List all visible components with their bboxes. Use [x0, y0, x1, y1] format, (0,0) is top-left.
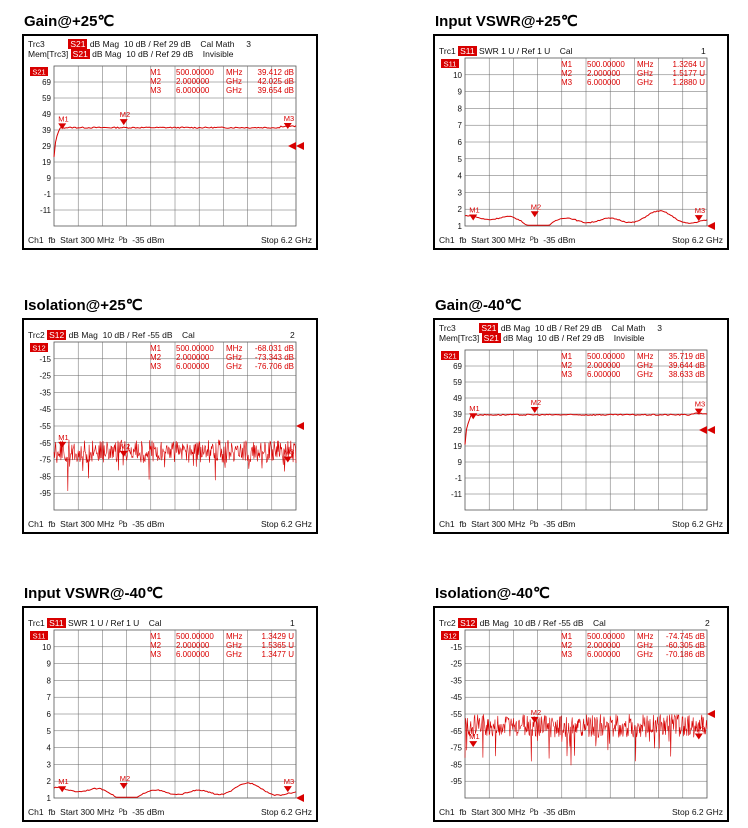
panel-title: Isolation@+25℃	[24, 297, 143, 314]
marker-table	[561, 632, 705, 659]
axis-trace-tag: S12	[443, 631, 457, 641]
marker-value: 35.719 dB	[668, 352, 705, 361]
ref-level-arrow	[707, 426, 715, 434]
marker-label: M3	[694, 399, 706, 409]
marker-unit: MHz	[637, 352, 654, 361]
marker-value: -76.706 dB	[254, 362, 294, 371]
marker-label: M3	[283, 777, 295, 787]
axis-trace-tag: S21	[32, 67, 46, 77]
pb-label: ᴾb	[530, 519, 539, 529]
marker-name: M3	[150, 362, 162, 371]
power-level: -35 dBm	[543, 235, 576, 245]
stop-freq: Stop 6.2 GHz	[260, 807, 312, 817]
channel-label: Ch1	[28, 235, 44, 245]
y-tick-label: 59	[453, 378, 462, 387]
y-tick-label: 3	[457, 188, 462, 198]
analyzer-screen	[22, 318, 318, 534]
y-tick-label: 8	[457, 104, 462, 114]
chart-panel-isolation-25	[22, 296, 342, 536]
ref-level-arrow-2	[699, 426, 707, 434]
stop-freq: Stop 6.2 GHz	[671, 807, 723, 817]
y-tick-label: -85	[450, 760, 462, 770]
marker-name: M1	[150, 632, 162, 641]
marker-unit: GHz	[226, 641, 242, 650]
marker-name: M3	[561, 78, 573, 87]
ref-level-arrow	[707, 710, 715, 718]
y-tick-label: 6	[457, 138, 462, 147]
marker-unit: MHz	[226, 68, 243, 77]
marker-value: -60.305 dB	[665, 641, 705, 650]
trace-ref: Ref 1 U	[110, 618, 140, 628]
stop-freq: Stop 6.2 GHz	[260, 235, 312, 245]
marker-unit: GHz	[226, 650, 242, 659]
marker-freq: 500.00000	[176, 68, 214, 77]
y-tick-label: 49	[42, 110, 51, 119]
plot-svg	[435, 608, 727, 820]
axis-trace-tag: S11	[443, 59, 457, 69]
start-freq: Start 300 MHz	[60, 519, 115, 529]
marker-freq: 2.000000	[587, 641, 621, 650]
trace-number: 3	[246, 39, 252, 49]
trace-scale: 10 dB /	[102, 330, 130, 340]
axis-trace-tag: S11	[32, 631, 46, 641]
pb-label: ᴾb	[119, 807, 128, 817]
marker-label: M3	[283, 447, 295, 457]
trace-scale: 10 dB /	[513, 618, 541, 628]
marker-freq: 2.000000	[176, 353, 210, 362]
marker-triangle	[695, 734, 703, 740]
marker-freq: 6.000000	[587, 78, 621, 87]
marker-label: M1	[58, 432, 69, 442]
marker-name: M2	[150, 77, 162, 86]
fb-label: fb	[459, 519, 467, 529]
stop-freq: Stop 6.2 GHz	[260, 519, 312, 529]
invisible-label: Invisible	[202, 49, 234, 59]
fb-label: fb	[48, 807, 56, 817]
marker-unit: MHz	[637, 60, 654, 69]
y-tick-label: -1	[43, 190, 51, 199]
y-tick-label: -45	[39, 405, 51, 415]
marker-name: M1	[150, 68, 162, 77]
marker-value: -68.031 dB	[254, 344, 294, 353]
analyzer-screen	[433, 606, 729, 822]
cal-label: Cal	[611, 323, 625, 333]
fb-label: fb	[48, 235, 56, 245]
marker-label: M2	[530, 397, 542, 407]
footer	[28, 235, 312, 245]
mem-trace-format: dB Mag	[92, 49, 122, 59]
mem-trace-tag[interactable]: S21	[72, 49, 88, 59]
marker-value: 1.2880 U	[672, 78, 705, 87]
axis-trace-tag: S21	[443, 351, 457, 361]
marker-freq: 6.000000	[587, 370, 621, 379]
trace-format: dB Mag	[479, 618, 509, 628]
marker-freq: 2.000000	[587, 69, 621, 78]
analyzer-screen	[433, 34, 729, 250]
trace-number: 2	[290, 330, 295, 340]
chart-panel-gain-25	[22, 12, 342, 252]
marker-freq: 6.000000	[176, 86, 210, 95]
marker-label: M3	[694, 206, 706, 216]
marker-label: M3	[694, 724, 706, 734]
plot-svg	[24, 320, 316, 532]
y-tick-label: -55	[39, 422, 51, 431]
y-tick-label: 5	[457, 154, 462, 164]
start-freq: Start 300 MHz	[471, 235, 526, 245]
marker-value: -74.745 dB	[665, 632, 705, 641]
channel-label: Ch1	[28, 519, 44, 529]
y-tick-label: 19	[42, 158, 51, 167]
power-level: -35 dBm	[132, 807, 165, 817]
analyzer-screen	[22, 34, 318, 250]
y-tick-label: 1	[46, 794, 51, 803]
marker-value: 1.5365 U	[261, 641, 294, 650]
marker-name: M2	[561, 361, 573, 370]
y-tick-label: 10	[42, 642, 51, 652]
ref-level-arrow	[296, 794, 304, 802]
mem-trace-format: dB Mag	[503, 333, 533, 343]
chart-panel-isolation-m40	[433, 584, 748, 824]
footer	[439, 235, 723, 245]
footer	[439, 519, 723, 529]
marker-label: M2	[530, 202, 542, 212]
marker-unit: GHz	[226, 362, 242, 371]
marker-label: M2	[119, 441, 131, 451]
marker-name: M1	[561, 60, 573, 69]
mem-trace-ref: Ref 29 dB	[566, 333, 605, 343]
y-tick-label: -1	[454, 474, 462, 483]
trace-scale: 1 U /	[501, 46, 520, 56]
marker-name: M2	[561, 69, 573, 78]
trace-tag[interactable]: S12	[49, 330, 65, 340]
start-freq: Start 300 MHz	[471, 807, 526, 817]
marker-table	[561, 352, 705, 379]
marker-unit: GHz	[637, 69, 653, 78]
axis-trace-tag: S12	[32, 343, 46, 353]
cal-label: Cal	[200, 39, 214, 49]
marker-name: M2	[561, 641, 573, 650]
marker-table	[150, 344, 294, 371]
channel-label: Ch1	[439, 235, 455, 245]
power-level: -35 dBm	[132, 235, 165, 245]
trace-scale: 10 dB /	[534, 323, 562, 333]
start-freq: Start 300 MHz	[471, 519, 526, 529]
ref-level-arrow	[296, 422, 304, 430]
trace-name: Trc2	[439, 618, 456, 628]
marker-label: M2	[119, 110, 131, 120]
y-tick-label: 8	[46, 676, 51, 686]
trace-format: SWR	[478, 46, 499, 56]
marker-value: -70.186 dB	[665, 650, 705, 659]
marker-value: 1.3477 U	[261, 650, 294, 659]
marker-value: 38.633 dB	[668, 370, 705, 379]
plot-svg	[435, 36, 727, 248]
footer	[439, 807, 723, 817]
marker-label: M2	[530, 707, 542, 717]
trace-tag[interactable]: S11	[49, 618, 64, 628]
marker-triangle	[284, 786, 292, 792]
plot-svg	[24, 608, 316, 820]
marker-value: 1.3264 U	[672, 60, 705, 69]
marker-value: 42.025 dB	[257, 77, 294, 86]
marker-table	[561, 60, 705, 87]
marker-name: M3	[561, 650, 573, 659]
marker-name: M1	[561, 352, 573, 361]
trace-name: Trc1	[28, 618, 45, 628]
marker-triangle	[469, 741, 477, 747]
marker-value: -73.343 dB	[254, 353, 294, 362]
channel-label: Ch1	[439, 807, 455, 817]
marker-value: 39.412 dB	[257, 68, 294, 77]
trace-number: 1	[701, 46, 706, 56]
cal-label: Cal	[148, 618, 162, 628]
stop-freq: Stop 6.2 GHz	[671, 235, 723, 245]
ref-level-arrow	[707, 222, 715, 230]
y-tick-label: 4	[46, 743, 51, 753]
marker-label: M1	[58, 777, 69, 787]
analyzer-screen	[22, 606, 318, 822]
marker-table	[150, 68, 294, 95]
marker-triangle	[58, 442, 66, 448]
pb-label: ᴾb	[530, 807, 539, 817]
y-tick-label: 49	[453, 394, 462, 403]
stop-freq: Stop 6.2 GHz	[671, 519, 723, 529]
trace-ref: Ref 29 dB	[153, 39, 191, 49]
trace-name: Trc1	[439, 46, 456, 56]
marker-unit: GHz	[637, 641, 653, 650]
trace-tag[interactable]: S21	[481, 323, 497, 333]
marker-freq: 2.000000	[587, 361, 621, 370]
y-tick-label: 5	[46, 726, 51, 736]
math-label: Math	[626, 323, 646, 333]
y-tick-label: -95	[39, 489, 51, 499]
marker-table	[150, 632, 294, 659]
marker-unit: GHz	[226, 353, 242, 362]
marker-freq: 6.000000	[176, 362, 210, 371]
grid	[54, 630, 296, 798]
panel-title: Input VSWR@-40℃	[24, 585, 163, 602]
trace-name: Trc3	[28, 39, 45, 49]
panel-title: Isolation@-40℃	[435, 585, 550, 602]
mem-trace-name: Mem[Trc3]	[28, 49, 69, 59]
footer	[28, 519, 312, 529]
y-tick-label: 3	[46, 760, 51, 770]
marker-unit: GHz	[637, 650, 653, 659]
marker-freq: 2.000000	[176, 77, 210, 86]
y-tick-label: 29	[42, 142, 51, 151]
marker-label: M3	[283, 113, 295, 123]
y-tick-label: 7	[46, 693, 51, 703]
mem-trace-ref: Ref 29 dB	[155, 49, 194, 59]
trace-ref: Ref 29 dB	[564, 323, 602, 333]
y-tick-label: 2	[46, 777, 51, 787]
fb-label: fb	[48, 519, 56, 529]
start-freq: Start 300 MHz	[60, 235, 115, 245]
y-tick-label: 4	[457, 171, 462, 181]
marker-unit: GHz	[226, 86, 242, 95]
y-tick-label: 9	[457, 87, 462, 97]
trace-tag[interactable]: S11	[460, 46, 475, 56]
trace-ref: Ref -55 dB	[131, 330, 173, 340]
y-tick-label: -75	[39, 455, 51, 465]
mem-trace-scale: 10 dB /	[537, 333, 565, 343]
y-tick-label: 19	[453, 442, 462, 451]
ref-level-arrow-2	[288, 142, 296, 150]
y-tick-label: 10	[453, 70, 462, 80]
marker-unit: MHz	[226, 632, 243, 641]
y-tick-label: 9	[46, 659, 51, 669]
trace-tag[interactable]: S21	[70, 39, 86, 49]
y-tick-label: 59	[42, 94, 51, 103]
footer	[28, 807, 312, 817]
y-tick-label: -85	[39, 472, 51, 482]
y-tick-label: -25	[450, 659, 462, 669]
y-tick-label: 2	[457, 205, 462, 215]
ref-level-arrow	[296, 142, 304, 150]
marker-unit: GHz	[637, 370, 653, 379]
pb-label: ᴾb	[119, 519, 128, 529]
math-label: Math	[215, 39, 235, 49]
y-tick-label: 9	[46, 174, 51, 183]
marker-label: M1	[469, 732, 480, 742]
chart-panel-vswr-m40	[22, 584, 342, 824]
grid	[465, 58, 707, 226]
trace-scale: 1 U /	[90, 618, 109, 628]
analyzer-screen	[433, 318, 729, 534]
trace-format: dB Mag	[89, 39, 120, 49]
trace-scale: 10 dB /	[123, 39, 151, 49]
marker-name: M3	[150, 650, 162, 659]
trace-format: dB Mag	[68, 330, 98, 340]
marker-name: M2	[150, 641, 162, 650]
trace-number: 2	[705, 618, 710, 628]
y-tick-label: -65	[39, 438, 51, 448]
marker-triangle	[469, 215, 477, 221]
y-tick-label: 7	[457, 121, 462, 131]
y-tick-label: 6	[46, 710, 51, 719]
marker-label: M1	[469, 205, 480, 215]
marker-value: 39.654 dB	[257, 86, 294, 95]
marker-freq: 500.00000	[176, 632, 214, 641]
start-freq: Start 300 MHz	[60, 807, 115, 817]
y-tick-label: -11	[40, 206, 51, 215]
y-tick-label: 69	[453, 362, 462, 371]
marker-name: M3	[561, 370, 573, 379]
trace-name: Trc3	[439, 323, 456, 333]
plot-svg	[24, 36, 316, 248]
marker-label: M2	[119, 773, 131, 783]
marker-freq: 500.00000	[176, 344, 214, 353]
trace-number: 1	[290, 618, 295, 628]
marker-unit: MHz	[637, 632, 654, 641]
trace-format: dB Mag	[500, 323, 531, 333]
channel-label: Ch1	[439, 519, 455, 529]
marker-name: M3	[150, 86, 162, 95]
marker-value: 39.644 dB	[668, 361, 705, 370]
channel-label: Ch1	[28, 807, 44, 817]
trace-tag[interactable]: S12	[460, 618, 476, 628]
y-tick-label: -35	[450, 676, 462, 686]
mem-trace-scale: 10 dB /	[126, 49, 154, 59]
marker-freq: 500.00000	[587, 60, 625, 69]
plot-svg	[435, 320, 727, 532]
y-tick-label: -25	[39, 371, 51, 381]
mem-trace-tag[interactable]: S21	[483, 333, 499, 343]
marker-name: M2	[150, 353, 162, 362]
trace-name: Trc2	[28, 330, 45, 340]
marker-value: 1.3429 U	[261, 632, 294, 641]
panel-title: Gain@+25℃	[24, 13, 115, 30]
marker-unit: GHz	[226, 77, 242, 86]
power-level: -35 dBm	[132, 519, 165, 529]
marker-name: M1	[561, 632, 573, 641]
y-tick-label: -75	[450, 743, 462, 753]
y-tick-label: 39	[453, 410, 462, 419]
y-tick-label: 69	[42, 78, 51, 87]
trace-format: SWR	[67, 618, 88, 628]
y-tick-label: -35	[39, 388, 51, 398]
fb-label: fb	[459, 807, 467, 817]
marker-unit: MHz	[226, 344, 243, 353]
marker-freq: 6.000000	[176, 650, 210, 659]
y-tick-label: -65	[450, 726, 462, 736]
y-tick-label: -11	[451, 490, 462, 499]
cal-label: Cal	[182, 330, 195, 340]
marker-value: 1.5177 U	[672, 69, 705, 78]
marker-unit: GHz	[637, 78, 653, 87]
marker-freq: 500.00000	[587, 352, 625, 361]
power-level: -35 dBm	[543, 807, 576, 817]
power-level: -35 dBm	[543, 519, 576, 529]
panel-title: Gain@-40℃	[435, 297, 522, 314]
chart-panel-vswr-25	[433, 12, 748, 252]
chart-panel-gain-m40	[433, 296, 748, 536]
y-tick-label: 39	[42, 126, 51, 135]
mem-trace-name: Mem[Trc3]	[439, 333, 480, 343]
y-tick-label: -15	[39, 354, 51, 364]
trace-ref: Ref -55 dB	[542, 618, 584, 628]
fb-label: fb	[459, 235, 467, 245]
y-tick-label: -15	[450, 642, 462, 652]
marker-freq: 500.00000	[587, 632, 625, 641]
marker-label: M1	[58, 114, 69, 124]
invisible-label: Invisible	[613, 333, 645, 343]
y-tick-label: -45	[450, 693, 462, 703]
y-tick-label: 9	[457, 458, 462, 467]
cal-label: Cal	[593, 618, 606, 628]
trace-ref: Ref 1 U	[521, 46, 551, 56]
marker-freq: 6.000000	[587, 650, 621, 659]
y-tick-label: -55	[450, 710, 462, 719]
trace-number: 3	[657, 323, 663, 333]
marker-name: M1	[150, 344, 162, 353]
y-tick-label: -95	[450, 777, 462, 787]
cal-label: Cal	[559, 46, 573, 56]
marker-freq: 2.000000	[176, 641, 210, 650]
panel-title: Input VSWR@+25℃	[435, 13, 578, 30]
marker-label: M1	[469, 404, 480, 414]
marker-unit: GHz	[637, 361, 653, 370]
pb-label: ᴾb	[530, 235, 539, 245]
y-tick-label: 1	[457, 222, 462, 231]
pb-label: ᴾb	[119, 235, 128, 245]
y-tick-label: 29	[453, 426, 462, 435]
